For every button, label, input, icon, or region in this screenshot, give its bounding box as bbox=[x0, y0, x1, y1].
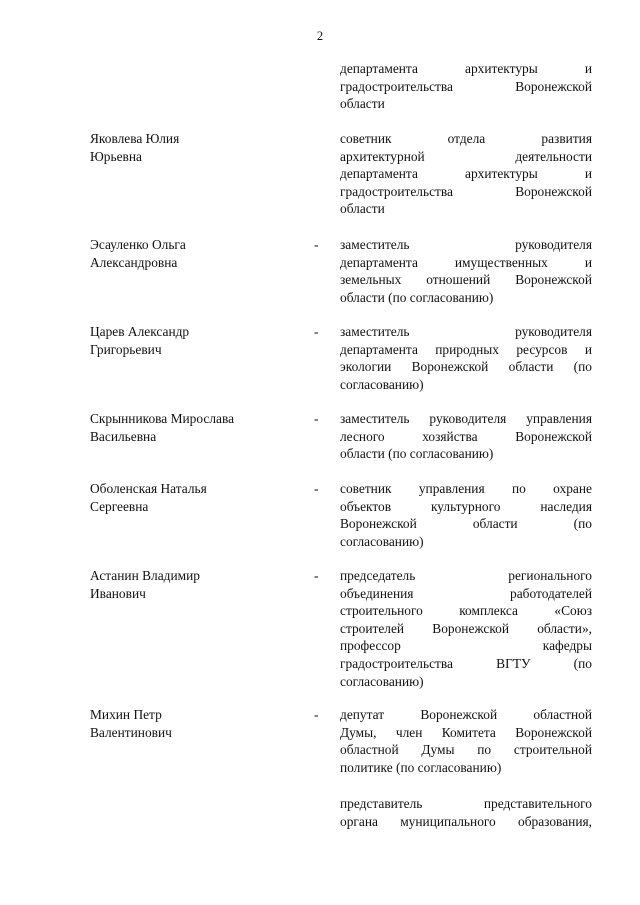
text-line: департамента архитектуры и bbox=[340, 61, 592, 76]
member-name: Астанин Владимир Иванович bbox=[90, 568, 200, 601]
page-number: 2 bbox=[316, 29, 324, 43]
dash-separator: - bbox=[314, 237, 319, 252]
member-position: заместитель руководителя департамента природных ресурсов и экологии Воронежской области (по согласованию) bbox=[340, 324, 592, 392]
dash-separator: - bbox=[314, 481, 319, 496]
member-position: советник управления по охране объектов культурного наследия Воронежской области (по согласованию) bbox=[340, 481, 592, 549]
member-position: председатель регионального объединения работодателей строительного комплекса «Союз строителей Воронежской области», профессор кафедры градостроительства ВГТУ (по согласованию) bbox=[340, 568, 592, 689]
member-name: Эсауленко Ольга Александровна bbox=[90, 237, 186, 270]
member-name: Яковлева Юлия Юрьевна bbox=[90, 131, 180, 164]
dash-separator: - bbox=[314, 411, 319, 426]
text-line: представитель представительного bbox=[340, 796, 592, 811]
continuation-text bbox=[340, 60, 592, 113]
member-position: советник отдела развития архитектурной деятельности департамента архитектуры и градостроительства Воронежской области bbox=[340, 131, 592, 217]
member-position: депутат Воронежской областной Думы, член Комитета Воронежской областной Думы по строительной политике (по согласованию) bbox=[340, 707, 592, 775]
text-line: градостроительства Воронежской bbox=[340, 78, 592, 94]
member-position: заместитель руководителя департамента имущественных и земельных отношений Воронежской области (по согласованию) bbox=[340, 237, 592, 305]
text-line: органа муниципального образования, bbox=[340, 813, 592, 829]
member-name: Оболенская Наталья Сергеевна bbox=[90, 481, 207, 514]
text-line: области bbox=[340, 96, 385, 112]
dash-separator: - bbox=[314, 568, 319, 583]
trailing-text bbox=[340, 795, 592, 830]
member-name: Царев Александр Григорьевич bbox=[90, 324, 190, 357]
dash-separator: - bbox=[314, 324, 319, 339]
dash-separator: - bbox=[314, 707, 319, 722]
member-name: Михин Петр Валентинович bbox=[90, 707, 172, 740]
member-position: заместитель руководителя управления лесного хозяйства Воронежской области (по согласованию) bbox=[340, 411, 592, 462]
member-name: Скрынникова Мирослава Васильевна bbox=[90, 411, 235, 444]
